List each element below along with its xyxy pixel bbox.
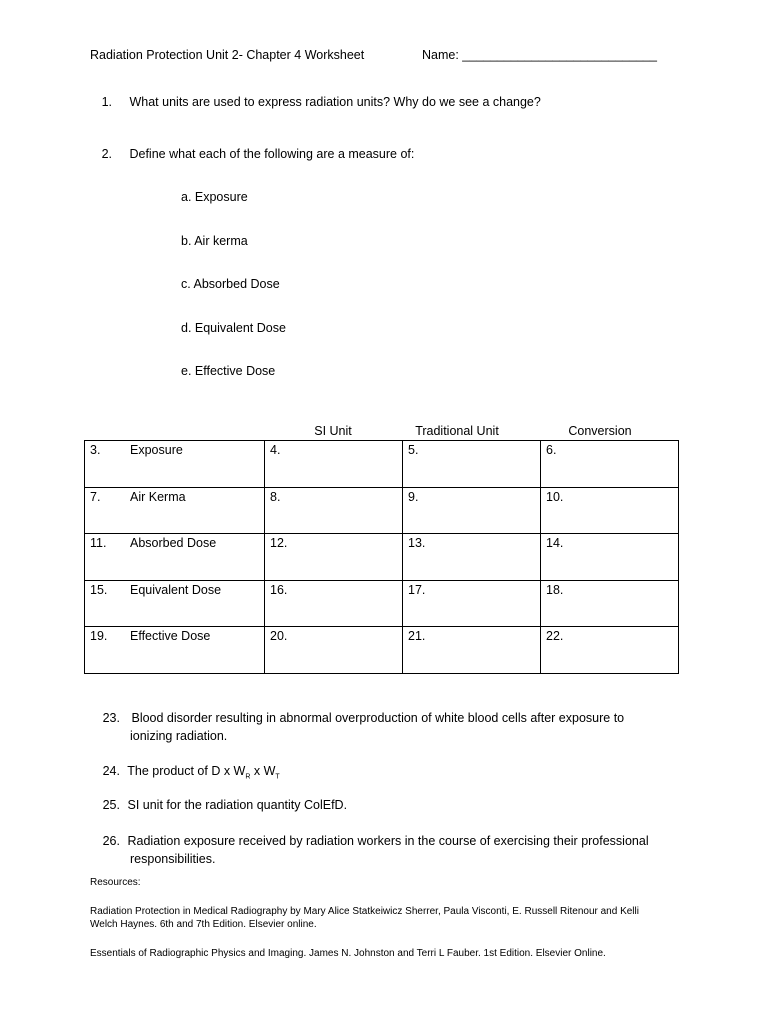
traditional-unit-cell[interactable]: 9. [403,488,541,534]
question-25 [90,798,347,812]
conversion-cell[interactable]: 18. [541,581,679,627]
reference-1-line-1: Radiation Protection in Medical Radiography by Mary Alice Statkeiwicz Sherrer, Paula Visconti, E. Russell Ritenour and Kelli [90,906,639,917]
quantity-label: Absorbed Dose [130,536,217,550]
row-number: 11. [90,536,107,550]
name-field-label: Name: ____________________________ [422,48,657,62]
question-number: 1. [101,95,112,109]
units-table [84,440,679,674]
si-unit-cell[interactable]: 20. [265,627,403,674]
question-26-continuation: responsibilities. [130,852,216,866]
question-number: 24. [102,764,120,778]
quantity-cell [85,581,265,627]
row-number: 3. [90,443,101,457]
conversion-cell[interactable]: 6. [541,441,679,488]
question-1 [90,95,541,109]
traditional-unit-cell[interactable]: 5. [403,441,541,488]
si-unit-cell[interactable]: 8. [265,488,403,534]
column-header-traditional-unit: Traditional Unit [415,424,499,438]
quantity-cell [85,627,265,674]
quantity-cell [85,441,265,488]
question-2 [90,147,414,161]
reference-1-line-2: Welch Haynes. 6th and 7th Edition. Elsevier online. [90,919,317,930]
table-row [85,488,679,534]
question-number: 25. [102,798,120,812]
reference-2: Essentials of Radiographic Physics and Imaging. James N. Johnston and Terri L Fauber. 1st Edition. Elsevier Online. [90,948,606,959]
conversion-cell[interactable]: 10. [541,488,679,534]
conversion-cell[interactable]: 22. [541,627,679,674]
question-number: 26. [102,834,120,848]
table-row [85,627,679,674]
define-item-air-kerma: b. Air kerma [181,234,248,248]
quantity-label: Air Kerma [130,490,186,504]
question-26 [90,834,649,848]
traditional-unit-cell[interactable]: 17. [403,581,541,627]
question-23-continuation: ionizing radiation. [130,729,228,743]
column-header-conversion: Conversion [568,424,632,438]
question-number: 23. [102,711,120,725]
quantity-label: Effective Dose [130,629,211,643]
si-unit-cell[interactable]: 12. [265,534,403,581]
si-unit-cell[interactable]: 16. [265,581,403,627]
quantity-label: Exposure [130,443,183,457]
row-number: 15. [90,583,108,597]
column-header-si-unit: SI Unit [314,424,352,438]
question-number: 2. [101,147,112,161]
define-item-equivalent-dose: d. Equivalent Dose [181,321,286,335]
traditional-unit-cell[interactable]: 21. [403,627,541,674]
quantity-cell [85,534,265,581]
quantity-cell [85,488,265,534]
worksheet-title: Radiation Protection Unit 2- Chapter 4 Worksheet [90,48,365,62]
resources-heading: Resources: [90,877,141,888]
row-number: 19. [90,629,108,643]
table-row [85,534,679,581]
conversion-cell[interactable]: 14. [541,534,679,581]
question-text: Radiation exposure received by radiation workers in the course of exercising their professional [127,834,649,848]
question-text: Define what each of the following are a measure of: [129,147,415,161]
traditional-unit-cell[interactable]: 13. [403,534,541,581]
question-23 [90,711,624,725]
question-text: The product of D x $W_R$ x $W_T$ [127,764,280,781]
define-item-absorbed-dose: c. Absorbed Dose [181,277,280,291]
define-item-effective-dose: e. Effective Dose [181,364,276,378]
quantity-label: Equivalent Dose [130,583,222,597]
question-text: What units are used to express radiation units? Why do we see a change? [129,95,541,109]
question-text: SI unit for the radiation quantity ColEfD. [127,798,348,812]
question-24 [90,764,280,781]
table-row [85,581,679,627]
row-number: 7. [90,490,101,504]
define-item-exposure: a. Exposure [181,190,248,204]
question-text: Blood disorder resulting in abnormal overproduction of white blood cells after exposure to [131,711,625,725]
table-row [85,441,679,488]
si-unit-cell[interactable]: 4. [265,441,403,488]
